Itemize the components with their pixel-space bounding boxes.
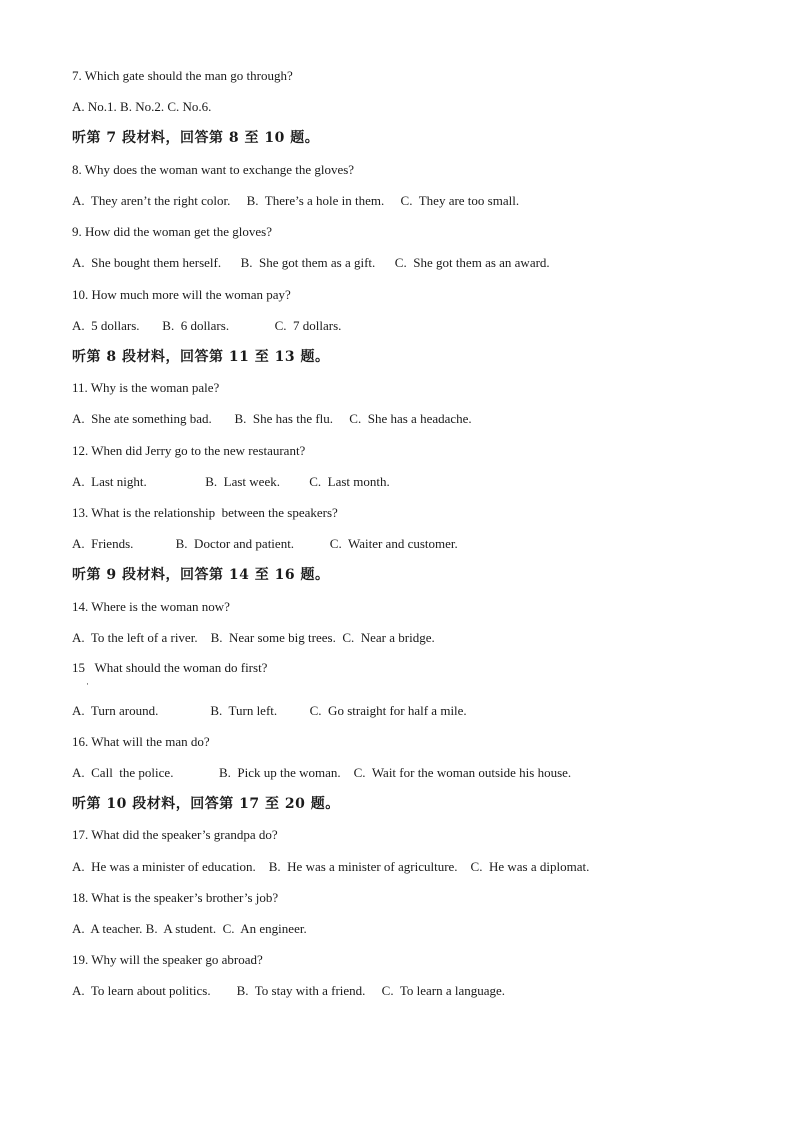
options-12: A. Last night. B. Last week. C. Last month.	[72, 474, 390, 489]
question-13: 13. What is the relationship between the speakers?	[72, 505, 338, 520]
question-15: 15 What should the woman do first?	[72, 660, 268, 675]
question-17: 17. What did the speaker’s grandpa do?	[72, 827, 278, 842]
options-9: A. She bought them herself. B. She got them as a gift. C. She got them as an award.	[72, 255, 550, 270]
question-19: 19. Why will the speaker go abroad?	[72, 952, 263, 967]
question-8: 8. Why does the woman want to exchange the gloves?	[72, 162, 355, 177]
options-10: A. 5 dollars. B. 6 dollars. C. 7 dollars.	[72, 318, 342, 333]
section-heading-10: 听第 10 段材料，回答第 17 至 20 题。	[72, 796, 340, 812]
question-9: 9. How did the woman get the gloves?	[72, 224, 273, 239]
question-7: 7. Which gate should the man go through?	[72, 68, 293, 83]
question-10: 10. How much more will the woman pay?	[72, 287, 291, 302]
options-16: A. Call the police. B. Pick up the woman. C. Wait for the woman outside his house.	[72, 765, 572, 780]
options-18: A. A teacher. B. A student. C. An engineer.	[72, 921, 307, 936]
question-16: 16. What will the man do?	[72, 734, 210, 749]
section-heading-7: 听第 7 段材料，回答第 8 至 10 题。	[72, 130, 320, 146]
options-8: A. They aren’t the right color. B. There’s a hole in them. C. They are too small.	[72, 193, 520, 208]
options-13: A. Friends. B. Doctor and patient. C. Waiter and customer.	[72, 536, 458, 551]
options-17: A. He was a minister of education. B. He was a minister of agriculture. C. He was a diplomat.	[72, 859, 590, 874]
options-7: A. No.1. B. No.2. C. No.6.	[72, 99, 212, 114]
question-18: 18. What is the speaker’s brother’s job?	[72, 890, 279, 905]
question-11: 11. Why is the woman pale?	[72, 380, 220, 395]
section-heading-9: 听第 9 段材料，回答第 14 至 16 题。	[72, 567, 330, 583]
options-19: A. To learn about politics. B. To stay with a friend. C. To learn a language.	[72, 983, 506, 998]
question-12: 12. When did Jerry go to the new restaurant?	[72, 443, 306, 458]
options-14: A. To the left of a river. B. Near some big trees. C. Near a bridge.	[72, 630, 435, 645]
stray-dot-mark: ·	[86, 679, 89, 689]
options-11: A. She ate something bad. B. She has the flu. C. She has a headache.	[72, 411, 472, 426]
options-15: A. Turn around. B. Turn left. C. Go straight for half a mile.	[72, 703, 467, 718]
question-14: 14. Where is the woman now?	[72, 599, 230, 614]
section-heading-8: 听第 8 段材料，回答第 11 至 13 题。	[72, 349, 330, 365]
